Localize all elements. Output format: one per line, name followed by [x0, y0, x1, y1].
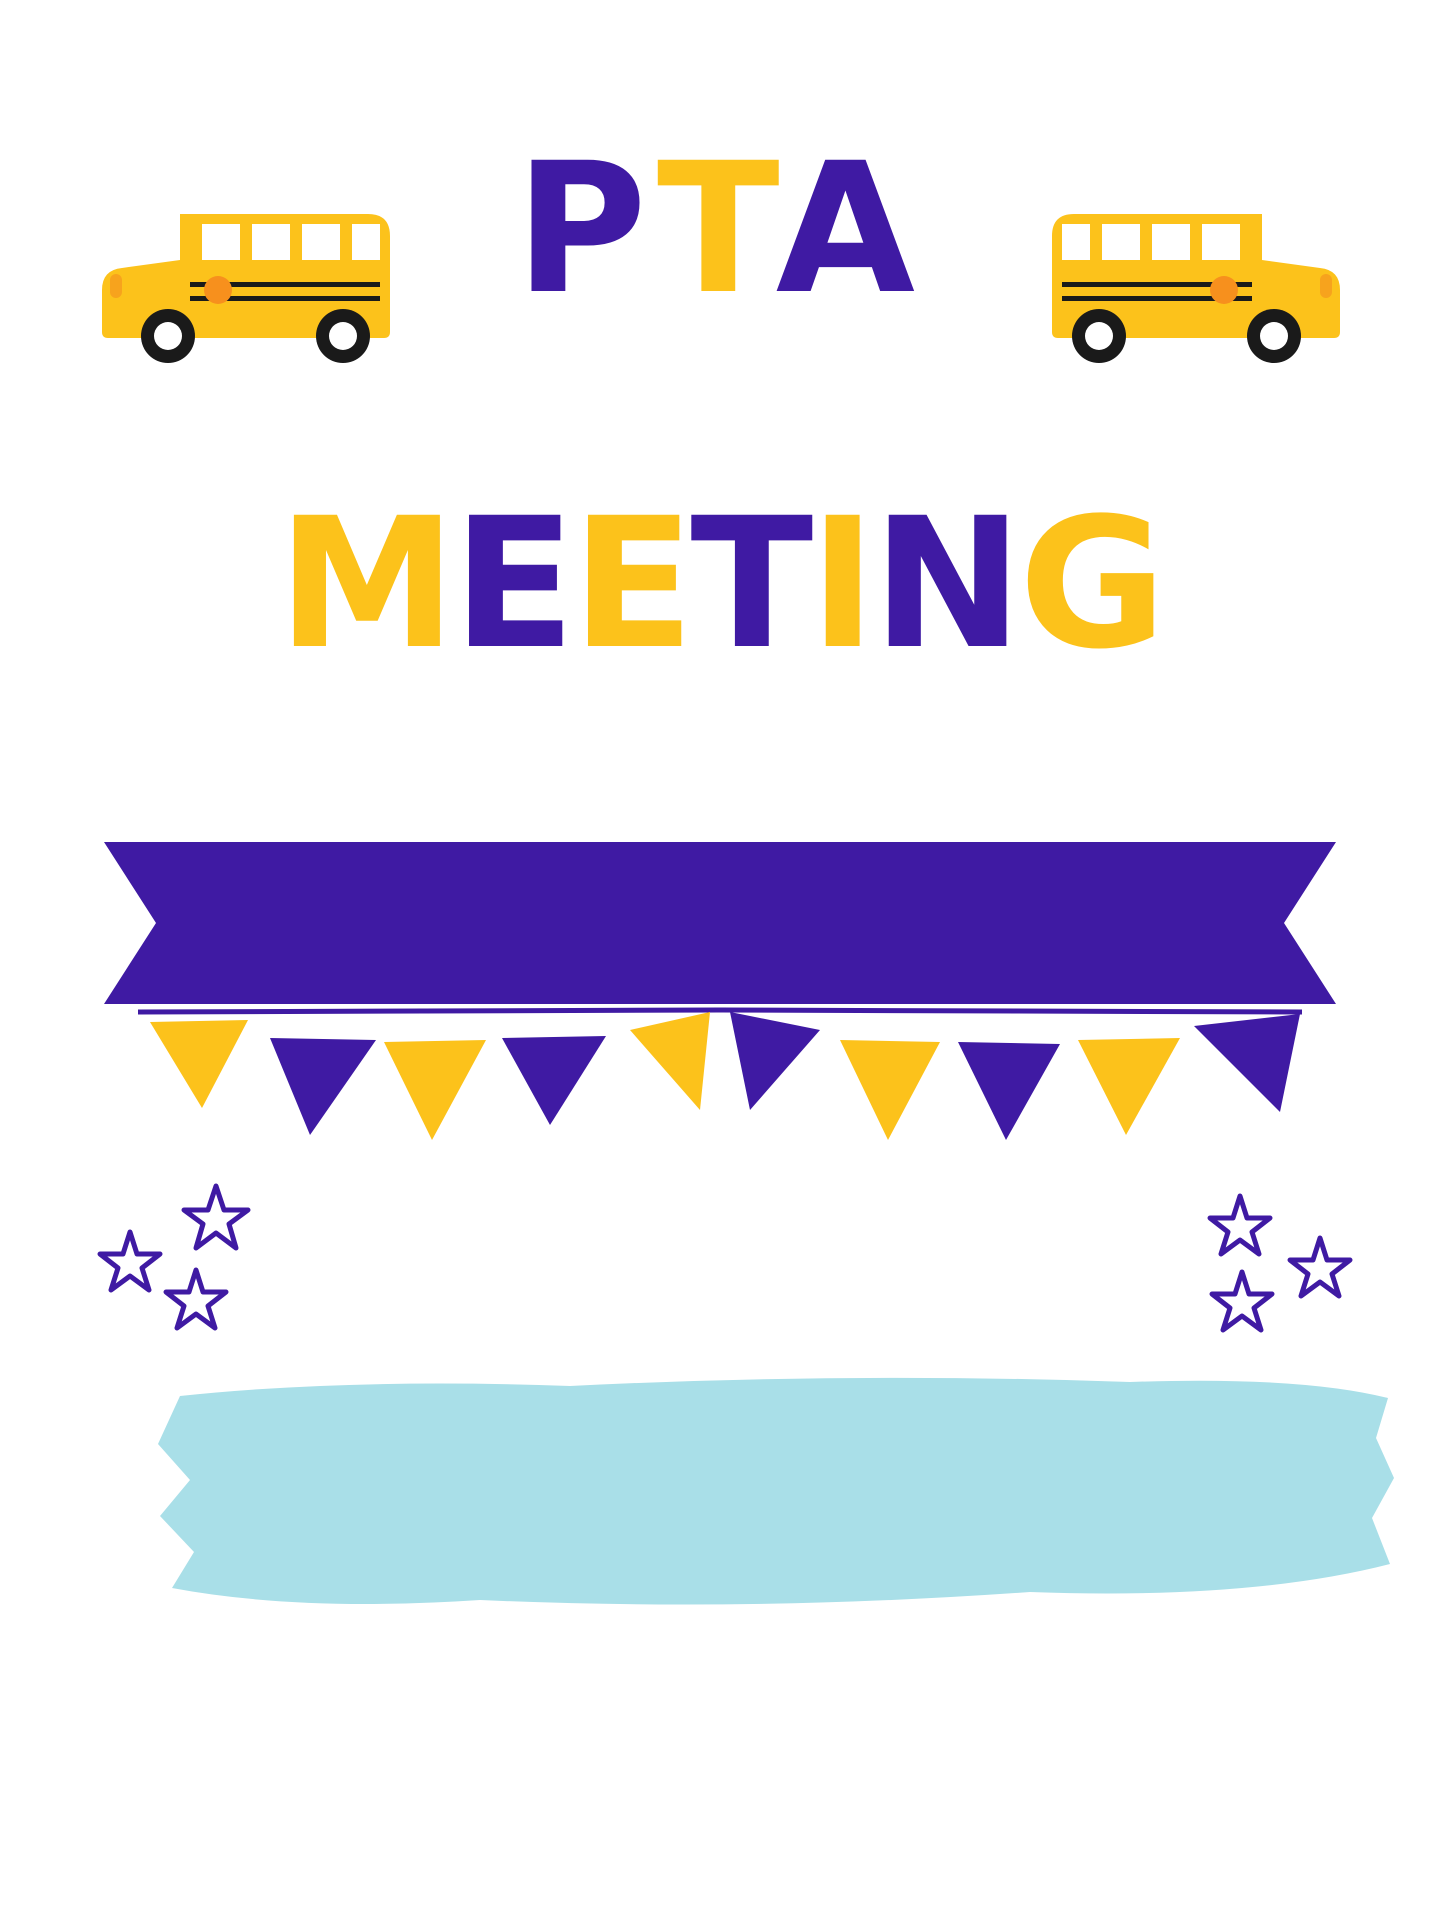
stars-right-icon	[1190, 1190, 1360, 1350]
meeting-letter-e2: E	[571, 480, 691, 689]
pta-title	[0, 125, 1440, 334]
meeting-letter-e1: E	[452, 480, 572, 689]
pta-letter-a: A	[775, 125, 926, 334]
meeting-letter-n: N	[872, 480, 1019, 689]
date-banner	[100, 838, 1340, 1008]
pta-letter-p: P	[514, 125, 657, 334]
meeting-letter-i: I	[809, 480, 873, 689]
meeting-letter-t: T	[690, 480, 810, 689]
bunting-flags	[130, 1000, 1310, 1150]
meeting-title	[0, 480, 1440, 689]
stars-left-icon	[96, 1180, 266, 1340]
topics-brush-background	[150, 1368, 1400, 1628]
meeting-letter-g: G	[1018, 480, 1163, 689]
meeting-letter-m: M	[277, 480, 453, 689]
pta-letter-t: T	[656, 125, 776, 334]
